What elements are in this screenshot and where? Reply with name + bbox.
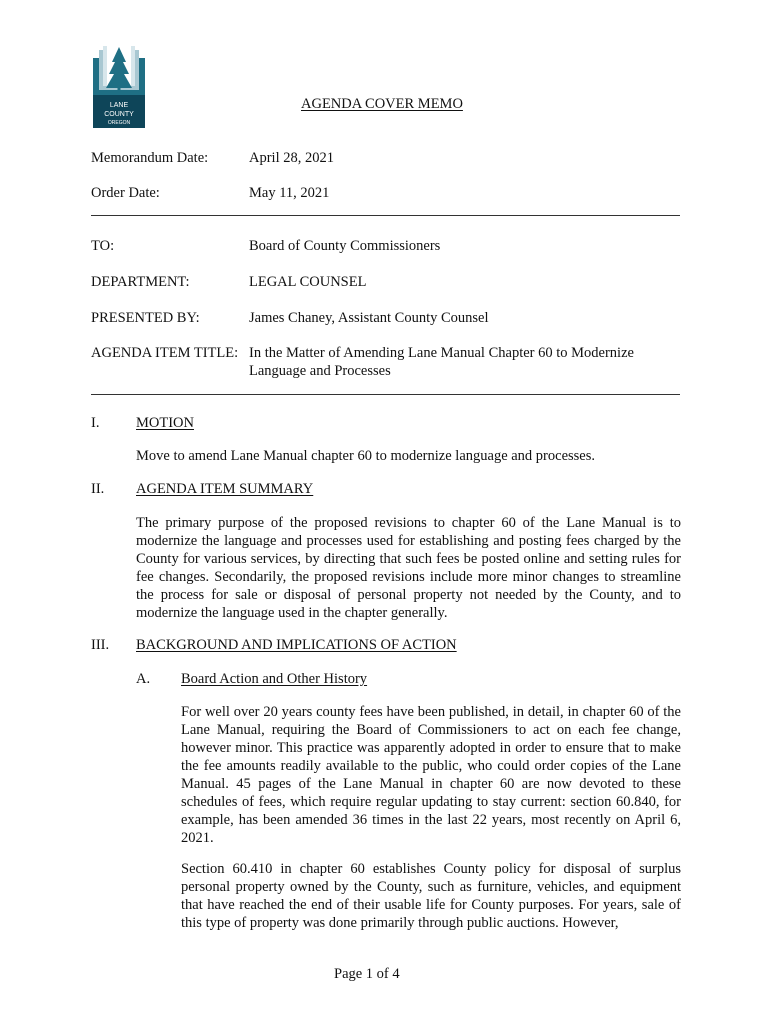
divider-bottom — [91, 394, 680, 395]
section-2-body: The primary purpose of the proposed revisions to chapter 60 of the Lane Manual is to modernize the language and processes used for establishing and posting fees charged by the County for various services, by directing that such fees be posted online and setting rules for fee changes. Secondarily, the proposed revisions include more minor changes to streamline the process for sale or disposal of personal property not needed by the County, and to modernize the language used in the chapter generally. — [136, 515, 681, 621]
section-3a-paragraph-1: For well over 20 years county fees have been published, in detail, in chapter 60 of the Lane Manual, requiring the Board of Commissioners to act on each fee change, however minor. This practice was apparently adopted in order to ensure that to make the fee amounts readily available to the public, who could order copies of the Lane Manual. 45 pages of the Lane Manual in chapter 60 are now devoted to these schedules of fees, which require regular updating to stay current: section 60.840, for example, has been amended 36 times in the last 22 years, most recently on April 6, 2021. — [181, 704, 681, 846]
page-title: AGENDA COVER MEMO — [301, 96, 463, 112]
section-2-number: II. — [91, 481, 105, 497]
section-1-body: Move to amend Lane Manual chapter 60 to modernize language and processes. — [136, 448, 596, 464]
presented-by-value: James Chaney, Assistant County Counsel — [249, 310, 489, 326]
agenda-item-title-line2: Language and Processes — [249, 363, 391, 379]
logo-line2: COUNTY — [104, 111, 134, 118]
section-2-heading: AGENDA ITEM SUMMARY — [136, 481, 314, 497]
divider-top — [91, 215, 680, 216]
section-3a-paragraph-2: Section 60.410 in chapter 60 establishes County policy for disposal of surplus personal property owned by the County, such as furniture, vehicles, and equipment that have reached the end of their usable life for County purposes. For years, sale of this type of property was done primarily through public auctions. However, — [181, 861, 681, 931]
lane-county-logo — [93, 44, 145, 128]
agenda-item-title-label: AGENDA ITEM TITLE: — [91, 345, 239, 361]
section-3-number: III. — [91, 637, 110, 653]
department-label: DEPARTMENT: — [91, 274, 190, 290]
agenda-item-title-line1: In the Matter of Amending Lane Manual Chapter 60 to Modernize — [249, 345, 634, 361]
department-value: LEGAL COUNSEL — [249, 274, 367, 290]
section-1-number: I. — [91, 415, 100, 431]
memorandum-date-value: April 28, 2021 — [249, 150, 334, 166]
logo-line1: LANE — [109, 102, 129, 109]
to-label: TO: — [91, 238, 115, 254]
order-date-label: Order Date: — [91, 185, 160, 201]
memorandum-date-label: Memorandum Date: — [91, 150, 209, 166]
presented-by-label: PRESENTED BY: — [91, 310, 200, 326]
order-date-value: May 11, 2021 — [249, 185, 330, 201]
section-3a-number: A. — [136, 671, 151, 687]
section-3a-heading: Board Action and Other History — [181, 671, 368, 687]
logo-line3: OREGON — [107, 120, 131, 126]
page-number: Page 1 of 4 — [334, 966, 400, 982]
to-value: Board of County Commissioners — [249, 238, 441, 254]
section-3-heading: BACKGROUND AND IMPLICATIONS OF ACTION — [136, 637, 457, 653]
section-1-heading: MOTION — [136, 415, 194, 431]
